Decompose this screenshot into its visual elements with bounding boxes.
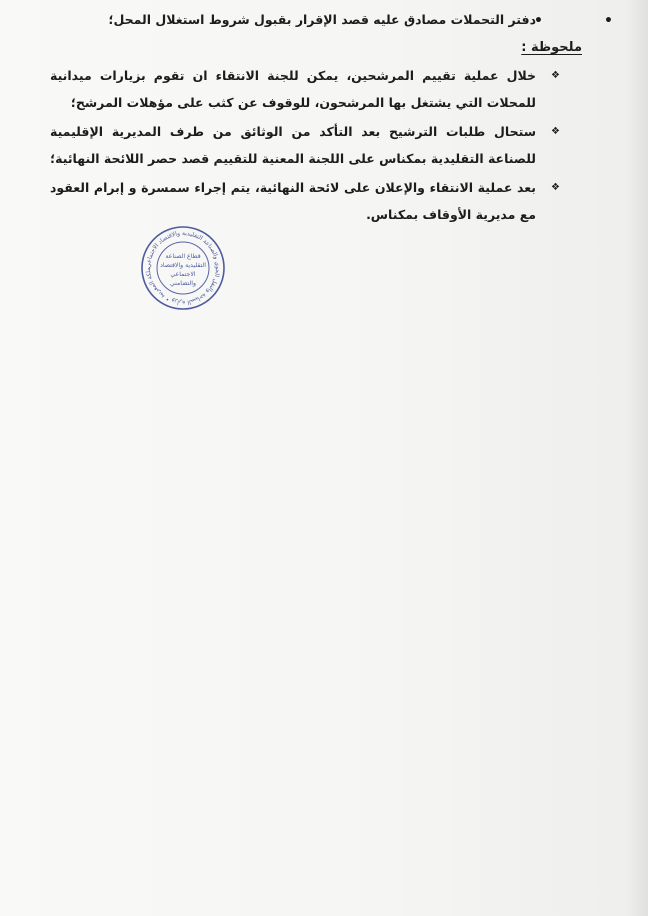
diamond-bullet-icon: ❖ — [551, 70, 560, 81]
first-line-bullet: • — [534, 13, 543, 29]
list-item-text: بعد عملية الانتقاء والإعلان على لائحة النهائية، يتم إجراء سمسرة و إبرام العقود مع مديرية الأوقاف بمكناس. — [50, 180, 536, 222]
stamp-inner-line: والتضامني — [169, 280, 197, 287]
stamp-inner-line: التقليدية والاقتصاد — [160, 262, 206, 269]
page-edge-shadow — [626, 0, 648, 916]
list-item-text: خلال عملية تقييم المرشحين، يمكن للجنة الانتقاء ان تقوم بزيارات ميدانية للمحلات التي يشتغل بها المرشحون، للوقوف عن كثب على مؤهلات المرشح؛ — [50, 68, 536, 110]
note-list — [50, 62, 560, 230]
diamond-bullet-icon: ❖ — [551, 182, 560, 193]
stamp-inner-line: قطاع الصناعة — [165, 253, 201, 260]
stamp-outer-text: ملكة المغربية • وزارة السياحة والنقل الجوي والصناعة التقليدية والاقتصاد الاجتماعي — [144, 229, 222, 307]
list-item — [50, 118, 560, 172]
stamp-inner-line: الاجتماعي — [170, 271, 196, 278]
first-line-text: دفتر التحملات مصادق عليه قصد الإقرار بقبول شروط استغلال المحل؛ — [108, 12, 536, 27]
list-item — [50, 174, 560, 228]
list-item-text: ستحال طلبات الترشيح بعد التأكد من الوثائق من طرف المديرية الإقليمية للصناعة التقليدية بمكناس على اللجنة المعنية للتقييم قصد حصر اللائحة النهائية؛ — [50, 124, 536, 166]
official-stamp-icon — [140, 225, 226, 311]
diamond-bullet-icon: ❖ — [551, 126, 560, 137]
list-item — [50, 62, 560, 116]
stray-dot: • — [604, 13, 613, 29]
note-heading: ملحوظة : — [521, 40, 582, 55]
